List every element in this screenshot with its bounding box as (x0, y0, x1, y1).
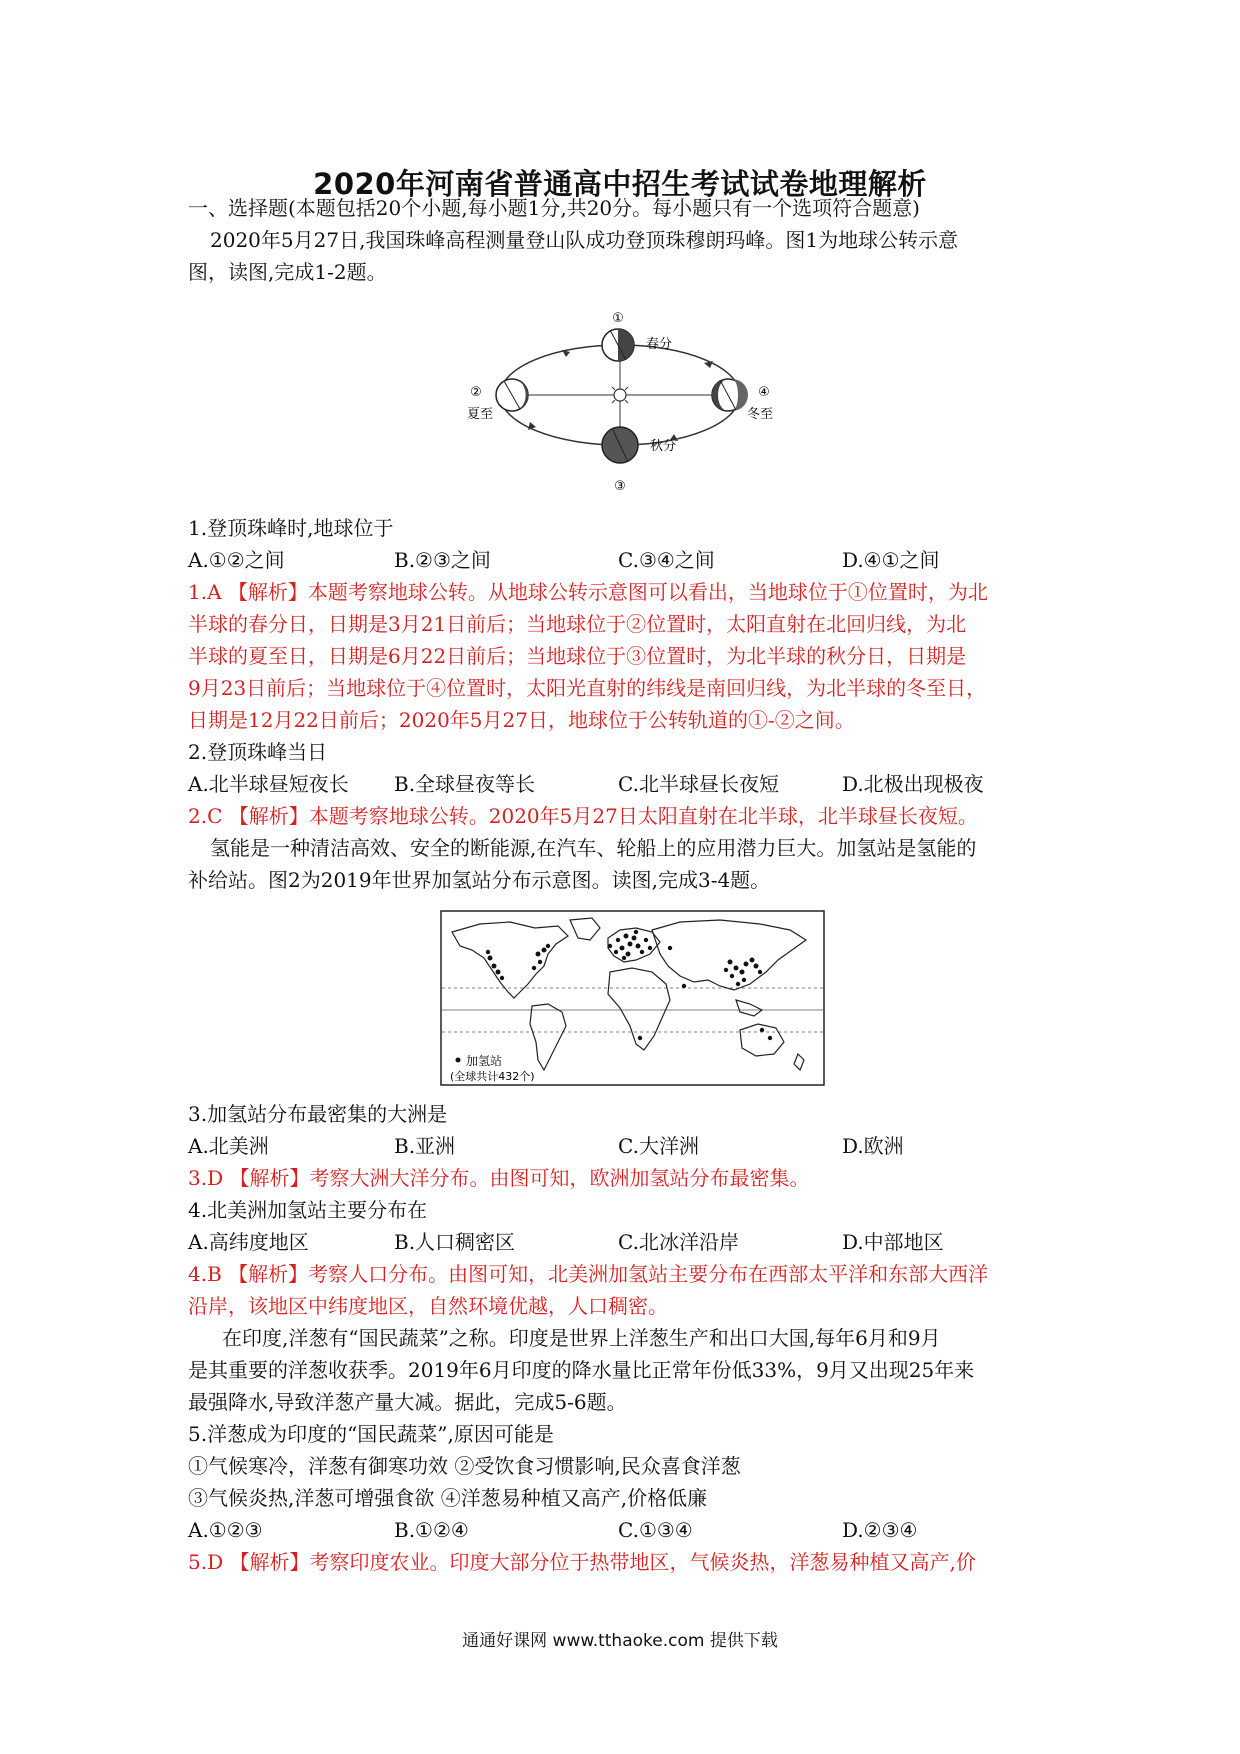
orbit-arrow-ne (704, 361, 713, 368)
q2-stem: 2.登顶珠峰当日 (188, 740, 328, 764)
label-autumn: 秋分 (650, 439, 677, 454)
q4-option-a: A.高纬度地区 (188, 1230, 309, 1254)
label-position-2: ② (470, 385, 482, 400)
label-summer: 夏至 (466, 407, 494, 422)
q1-option-a: A.①②之间 (188, 548, 285, 572)
q3-option-d: D.欧洲 (842, 1134, 904, 1158)
q5-option-b: B.①②④ (394, 1518, 469, 1542)
section-heading: 一、选择题(本题包括20个小题,每小题1分,共20分。每小题只有一个选项符合题意) (188, 196, 920, 220)
q5-statement1: ①气候寒冷，洋葱有御寒功效 ②受饮食习惯影响,民众喜食洋葱 (188, 1454, 741, 1478)
label-position-1: ① (612, 311, 624, 326)
legend-dot-icon (456, 1058, 461, 1063)
q4-option-b: B.人口稠密区 (394, 1230, 516, 1254)
q1-stem: 1.登顶珠峰时,地球位于 (188, 516, 394, 540)
earth-position-2-icon (496, 379, 528, 411)
intro1-line1: 2020年5月27日,我国珠峰高程测量登山队成功登顶珠穆朗玛峰。图1为地球公转示意 (210, 228, 959, 252)
intro3-line1: 在印度,洋葱有“国民蔬菜”之称。印度是世界上洋葱生产和出口大国,每年6月和9月 (222, 1326, 941, 1350)
q3-options (188, 1130, 1068, 1162)
q5-option-d: D.②③④ (842, 1518, 918, 1542)
q2-answer: 2.C 【解析】本题考察地球公转。2020年5月27日太阳直射在北半球，北半球昼长夜短。 (188, 804, 978, 828)
intro3-line2: 是其重要的洋葱收获季。2019年6月印度的降水量比正常年份低33%，9月又出现25年来 (188, 1358, 975, 1382)
q4-option-c: C.北冰洋沿岸 (618, 1230, 739, 1254)
earth-position-3-icon (602, 427, 638, 463)
q2-option-a: A.北半球昼短夜长 (188, 772, 349, 796)
q4-options (188, 1226, 1068, 1258)
q5-option-c: C.①③④ (618, 1518, 693, 1542)
hydrogen-station-world-map (440, 910, 825, 1086)
earth-revolution-diagram (466, 310, 774, 500)
q1-answer-line2: 半球的春分日，日期是3月21日前后；当地球位于②位置时，太阳直射在北回归线，为北 (188, 612, 967, 636)
q3-answer: 3.D 【解析】考察大洲大洋分布。由图可知，欧洲加氢站分布最密集。 (188, 1166, 810, 1190)
q4-answer-line1: 4.B 【解析】考察人口分布。由图可知，北美洲加氢站主要分布在西部太平洋和东部大西洋 (188, 1262, 989, 1286)
intro2-line2: 补给站。图2为2019年世界加氢站分布示意图。读图,完成3-4题。 (188, 868, 771, 892)
label-winter: 冬至 (746, 407, 774, 422)
q1-answer-line4: 9月23日前后；当地球位于④位置时，太阳光直射的纬线是南回归线，为北半球的冬至日， (188, 676, 987, 700)
q1-answer-line3: 半球的夏至日，日期是6月22日前后；当地球位于③位置时，为北半球的秋分日，日期是 (188, 644, 967, 668)
q2-option-d: D.北极出现极夜 (842, 772, 984, 796)
earth-position-1-icon (602, 329, 634, 361)
q5-options (188, 1514, 1068, 1546)
footer-download-note: 通通好课网 www.tthaoke.com 提供下载 (462, 1631, 778, 1651)
q1-options (188, 544, 1068, 576)
q5-stem: 5.洋葱成为印度的“国民蔬菜”,原因可能是 (188, 1422, 554, 1446)
q5-option-a: A.①②③ (188, 1518, 263, 1542)
legend-total: (全球共计432个) (450, 1070, 535, 1083)
q2-option-b: B.全球昼夜等长 (394, 772, 536, 796)
page-title: 2020年河南省普通高中招生考试试卷地理解析 (313, 167, 927, 201)
q5-statement2: ③气候炎热,洋葱可增强食欲 ④洋葱易种植又高产,价格低廉 (188, 1486, 708, 1510)
label-position-4: ④ (758, 385, 770, 400)
label-spring: 春分 (646, 337, 673, 352)
q1-answer-line1: 1.A 【解析】本题考察地球公转。从地球公转示意图可以看出，当地球位于①位置时，为北 (188, 580, 988, 604)
sun-icon (608, 383, 632, 407)
q1-option-b: B.②③之间 (394, 548, 491, 572)
intro1-line2: 图，读图,完成1-2题。 (188, 260, 387, 284)
orbit-arrow-nw (562, 350, 570, 357)
q5-answer: 5.D 【解析】考察印度农业。印度大部分位于热带地区，气候炎热，洋葱易种植又高产,价 (188, 1550, 976, 1574)
q3-option-c: C.大洋洲 (618, 1134, 699, 1158)
legend-name: 加氢站 (466, 1054, 503, 1068)
intro2-line1: 氢能是一种清洁高效、安全的断能源,在汽车、轮船上的应用潜力巨大。加氢站是氢能的 (210, 836, 977, 860)
earth-position-4-icon (712, 379, 748, 411)
q3-option-a: A.北美洲 (188, 1134, 269, 1158)
q3-stem: 3.加氢站分布最密集的大洲是 (188, 1102, 448, 1126)
label-position-3: ③ (614, 479, 626, 494)
q1-answer-line5: 日期是12月22日前后；2020年5月27日，地球位于公转轨道的①-②之间。 (188, 708, 855, 732)
q2-options (188, 768, 1068, 800)
q4-option-d: D.中部地区 (842, 1230, 944, 1254)
q1-option-d: D.④①之间 (842, 548, 940, 572)
intro3-line3: 最强降水,导致洋葱产量大减。据此，完成5-6题。 (188, 1390, 627, 1414)
q1-option-c: C.③④之间 (618, 548, 715, 572)
q4-answer-line2: 沿岸，该地区中纬度地区，自然环境优越，人口稠密。 (188, 1294, 668, 1318)
q4-stem: 4.北美洲加氢站主要分布在 (188, 1198, 428, 1222)
q2-option-c: C.北半球昼长夜短 (618, 772, 779, 796)
q3-option-b: B.亚洲 (394, 1134, 456, 1158)
